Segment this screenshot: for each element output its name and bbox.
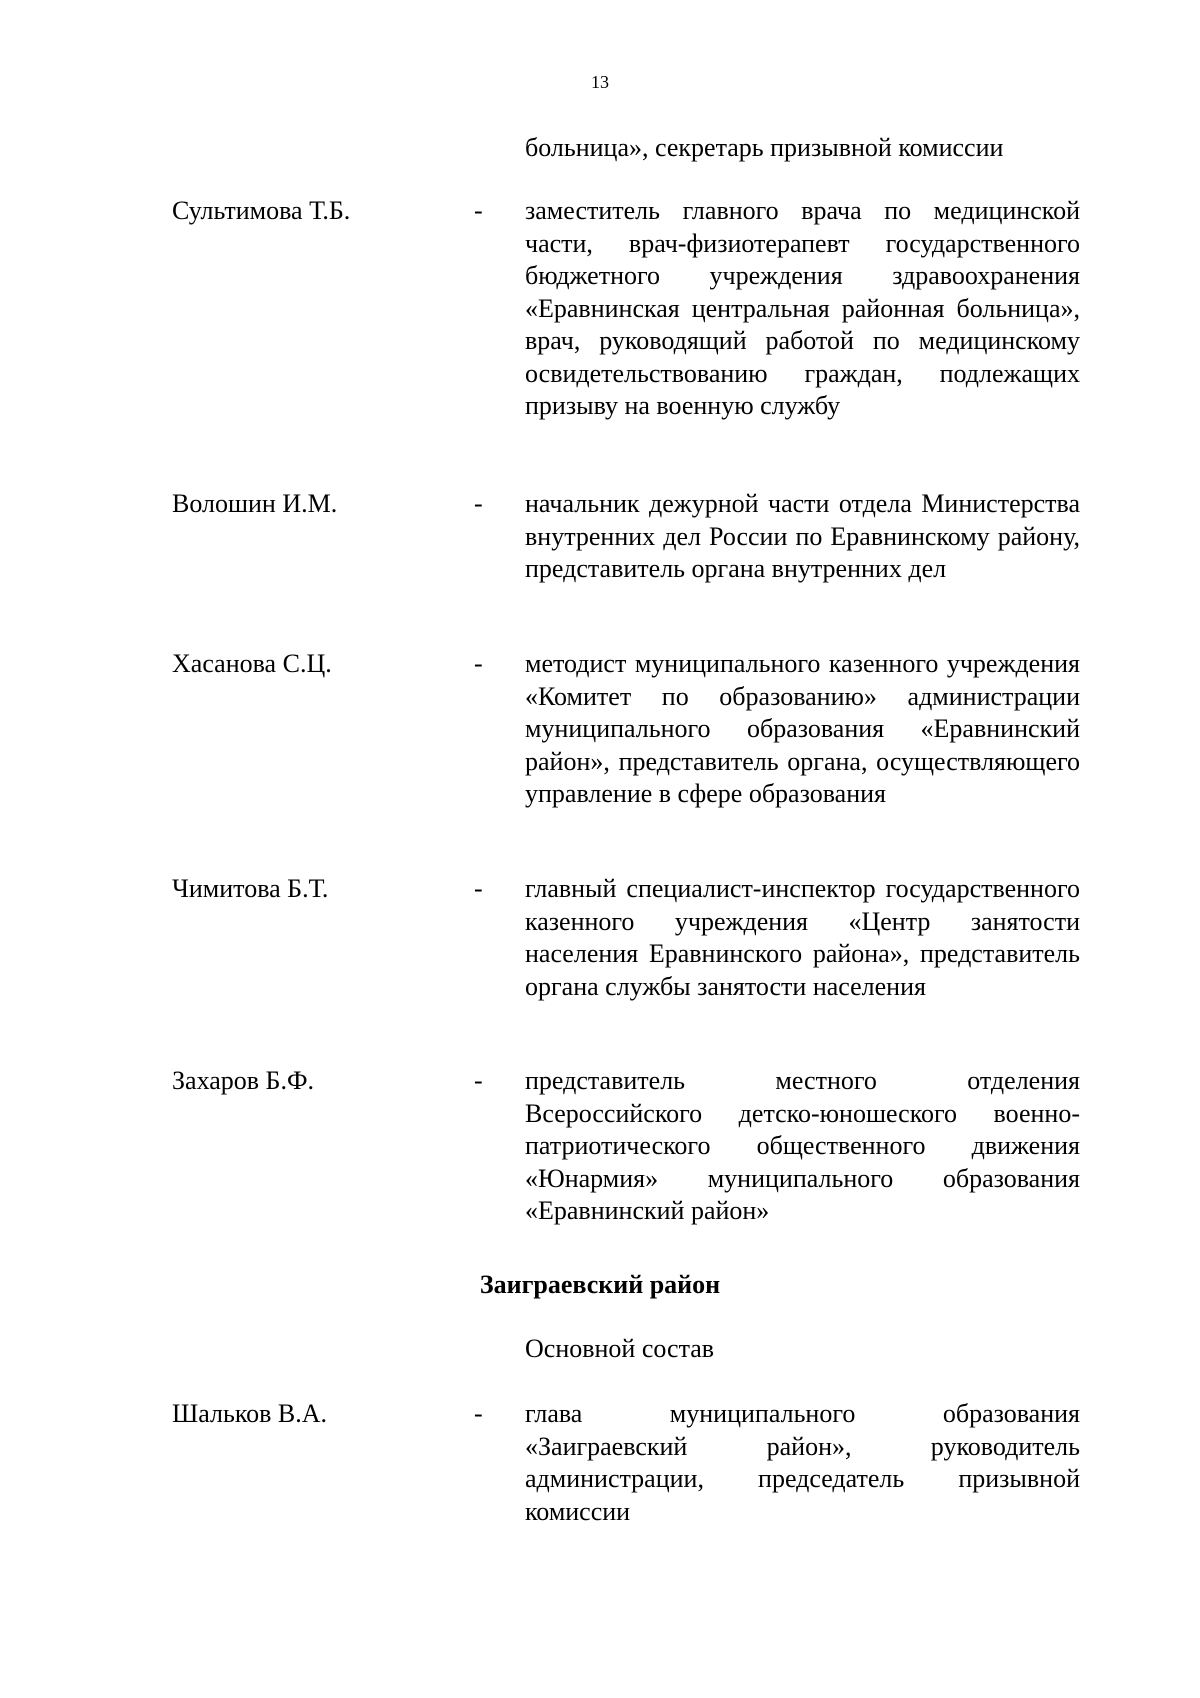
district-heading: Заиграевский район — [479, 1270, 721, 1299]
member-description: методист муниципального казенного учреждения «Комитет по образованию» администрации муниципального образования «Еравнинский район», представитель органа, осуществляющего управление в сфере образования — [525, 649, 1080, 808]
continuation-text: больница», секретарь призывной комиссии — [525, 133, 1004, 162]
member-dash: - — [474, 196, 483, 225]
page-number: 13 — [591, 72, 609, 92]
member-dash: - — [474, 1399, 483, 1428]
member-name: Захаров Б.Ф. — [172, 1066, 315, 1095]
member-description: представитель местного отделения Всероссийского детско-юношеского военно-патриотического общественного движения «Юнармия» муниципального образования «Еравнинский район» — [525, 1066, 1080, 1225]
member-dash: - — [474, 1066, 483, 1095]
member-description: глава муниципального образования «Заиграевский район», руководитель администрации, председатель призывной комиссии — [525, 1399, 1080, 1526]
member-name: Шальков В.А. — [172, 1399, 328, 1428]
member-name: Хасанова С.Ц. — [172, 649, 332, 678]
member-name: Сультимова Т.Б. — [172, 196, 351, 225]
member-description: главный специалист-инспектор государственного казенного учреждения «Центр занятости населения Еравнинского района», представитель органа службы занятости населения — [525, 874, 1080, 1001]
member-description: начальник дежурной части отдела Министерства внутренних дел России по Еравнинскому району, представитель органа внутренних дел — [525, 489, 1080, 583]
member-name: Чимитова Б.Т. — [172, 874, 329, 903]
member-dash: - — [474, 489, 483, 518]
member-name: Волошин И.М. — [172, 489, 338, 518]
section-subheading: Основной состав — [525, 1334, 715, 1363]
member-dash: - — [474, 649, 483, 678]
member-description: заместитель главного врача по медицинской части, врач-физиотерапевт государственного бюджетного учреждения здравоохранения «Еравнинская центральная районная больница», врач, руководящий работой по медицинскому освидетельствованию граждан, подлежащих призыву на военную службу — [525, 196, 1080, 420]
member-dash: - — [474, 874, 483, 903]
